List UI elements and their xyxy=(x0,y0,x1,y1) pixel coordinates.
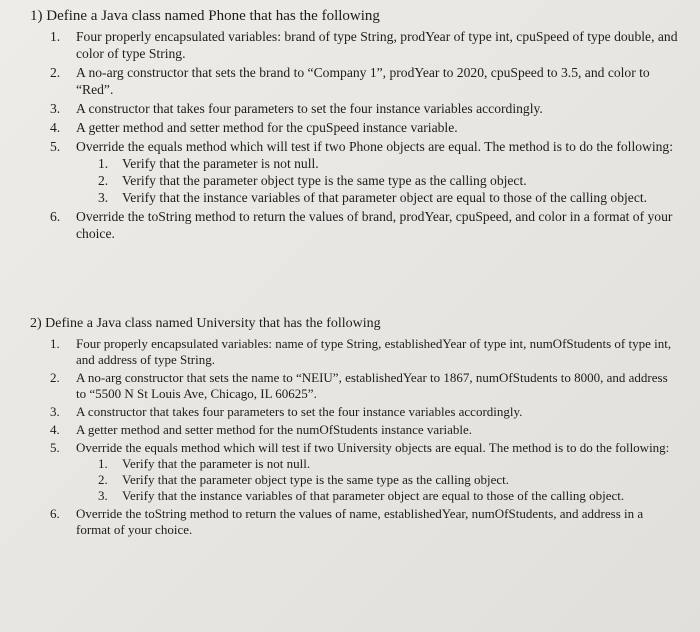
list-item: 1. Four properly encapsulated variables: name of type String, establishedYear of type int, numOfStudents of type int, and address of type String. xyxy=(50,336,672,367)
list-item: 6. Override the toString method to return the values of name, establishedYear, numOfStudents, and address in a format of your choice. xyxy=(50,506,644,537)
requirements-list xyxy=(30,28,678,242)
section-title: 2) Define a Java class named University that has the following xyxy=(30,316,381,331)
sub-list-item: 1. Verify that the parameter is not null. xyxy=(98,156,319,171)
list-item: 3. A constructor that takes four parameters to set the four instance variables accordingly. xyxy=(50,101,543,116)
section-phone xyxy=(30,6,678,242)
list-item: 2. A no-arg constructor that sets the name to “NEIU”, establishedYear to 1867, numOfStudents to 8000, and address to “5500 N St Louis Ave, Chicago, IL 60625”. xyxy=(50,370,668,401)
list-item: 1. Four properly encapsulated variables: brand of type String, prodYear of type int, cpuSpeed of type double, and color of type String. xyxy=(50,29,678,61)
list-item: 3. A constructor that takes four parameters to set the four instance variables accordingly. xyxy=(50,404,523,419)
equals-steps-list xyxy=(76,155,678,206)
section-university xyxy=(30,314,678,538)
sub-list-item: 2. Verify that the parameter object type is the same type as the calling object. xyxy=(98,472,509,487)
list-item: 5. Override the equals method which will test if two University objects are equal. The method is to do the following: 1. Verify that the parameter is not null. 2. Verify that the parameter object type is the same type as the calling object. 3. Verify that the instance variables of that parameter object are equal to those of the calling object. xyxy=(30,440,678,504)
list-item: 4. A getter method and setter method for the cpuSpeed instance variable. xyxy=(50,120,458,135)
list-item: 2. A no-arg constructor that sets the brand to “Company 1”, prodYear to 2020, cpuSpeed to 3.5, and color to “Red”. xyxy=(50,65,650,97)
equals-steps-list xyxy=(76,456,678,504)
sub-list-item: 1. Verify that the parameter is not null. xyxy=(98,456,311,471)
requirements-list xyxy=(30,336,678,538)
list-item: 4. A getter method and setter method for the numOfStudents instance variable. xyxy=(50,422,473,437)
sub-list-item: 3. Verify that the instance variables of that parameter object are equal to those of the calling object. xyxy=(98,488,625,503)
sub-list-item: 2. Verify that the parameter object type is the same type as the calling object. xyxy=(98,173,527,188)
list-item: 5. Override the equals method which will test if two Phone objects are equal. The method is to do the following: 1. Verify that the parameter is not null. 2. Verify that the parameter object type is the same type as the calling object. 3. Verify that the instance variables of that parameter object are equal to those of the calling object. xyxy=(30,138,678,206)
section-title: 1) Define a Java class named Phone that has the following xyxy=(30,8,380,24)
sub-list-item: 3. Verify that the instance variables of that parameter object are equal to those of the calling object. xyxy=(98,190,648,205)
list-item: 6. Override the toString method to return the values of brand, prodYear, cpuSpeed, and color in a format of your choice. xyxy=(50,209,673,241)
